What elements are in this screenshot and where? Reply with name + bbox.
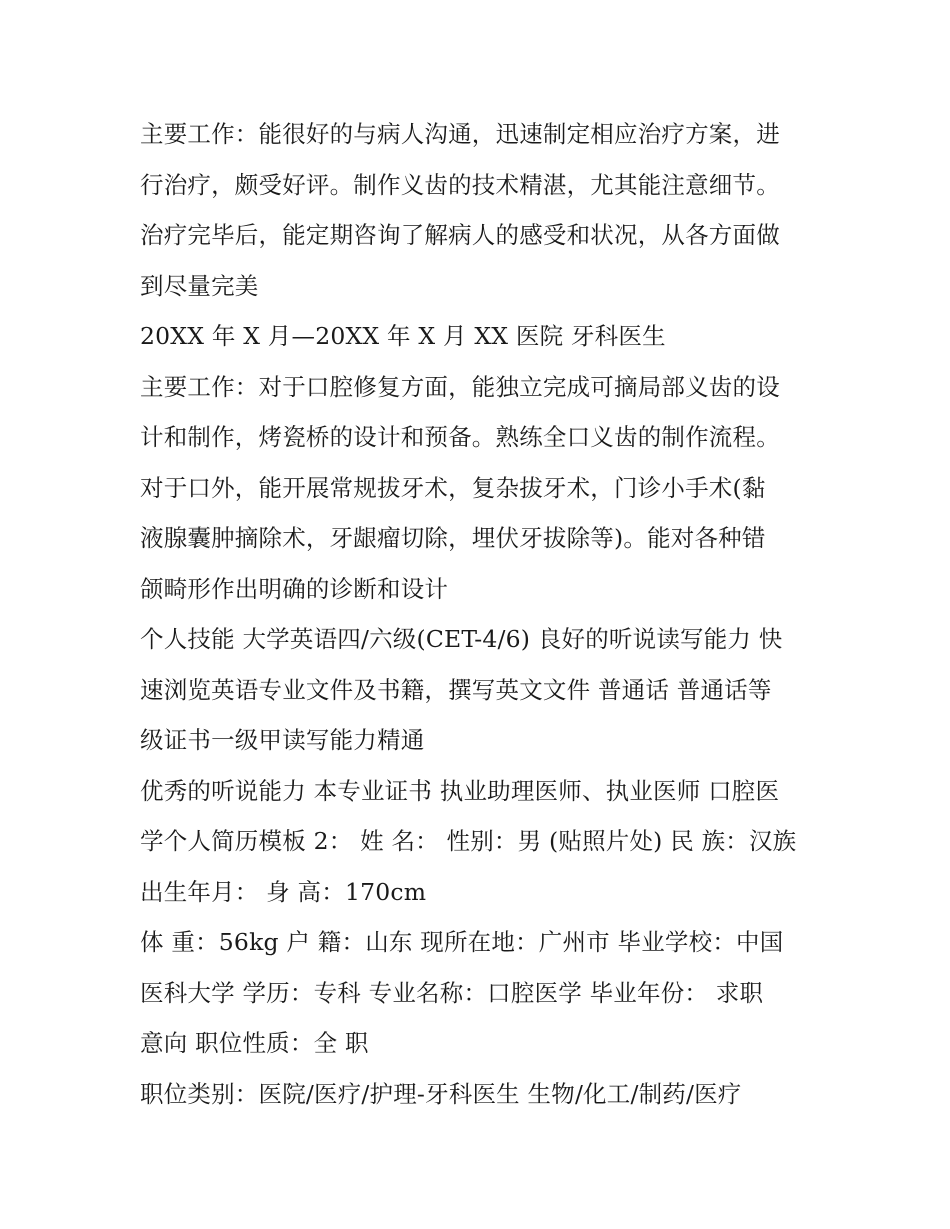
text-line: 颌畸形作出明确的诊断和设计 [140,574,449,603]
document-body [140,109,820,1119]
text-line: 主要工作：对于口腔修复方面，能独立完成可摘局部义齿的设 [140,372,780,401]
text-line: 对于口外，能开展常规拔牙术，复杂拔牙术，门诊小手术(黏 [140,473,766,502]
text-line: 体 重：56kg 户 籍：山东 现所在地：广州市 毕业学校：中国 [140,928,784,956]
text-line: 20XX 年 X 月—20XX 年 X 月 XX 医院 牙科医生 [140,322,666,350]
text-line: 行治疗，颇受好评。制作义齿的技术精湛，尤其能注意细节。 [140,170,780,199]
text-line: 到尽量完美 [140,271,259,300]
text-line: 级证书一级甲读写能力精通 [140,726,425,754]
text-line: 出生年月： 身 高：170cm [140,877,427,906]
text-line: 液腺囊肿摘除术，牙龈瘤切除，埋伏牙拔除等)。能对各种错 [140,524,766,552]
text-line: 主要工作：能很好的与病人沟通，迅速制定相应治疗方案，进 [140,120,780,148]
text-line: 优秀的听说能力 本专业证书 执业助理医师、执业医师 口腔医 [140,776,780,805]
text-line: 意向 职位性质：全 职 [140,1029,369,1057]
text-line: 个人技能 大学英语四/六级(CET-4/6) 良好的听说读写能力 快 [140,625,783,653]
text-line: 速浏览英语专业文件及书籍，撰写英文文件 普通话 普通话等 [140,675,772,704]
text-line: 医科大学 学历：专科 专业名称：口腔医学 毕业年份： 求职 [140,978,764,1007]
text-line: 职位类别：医院/医疗/护理-牙科医生 生物/化工/制药/医疗 [140,1079,742,1108]
text-line: 学个人简历模板 2： 姓 名： 性别：男 (贴照片处) 民 族：汉族 [140,827,797,855]
text-line: 治疗完毕后，能定期咨询了解病人的感受和状况，从各方面做 [140,221,780,249]
text-line: 计和制作，烤瓷桥的设计和预备。熟练全口义齿的制作流程。 [140,423,780,451]
